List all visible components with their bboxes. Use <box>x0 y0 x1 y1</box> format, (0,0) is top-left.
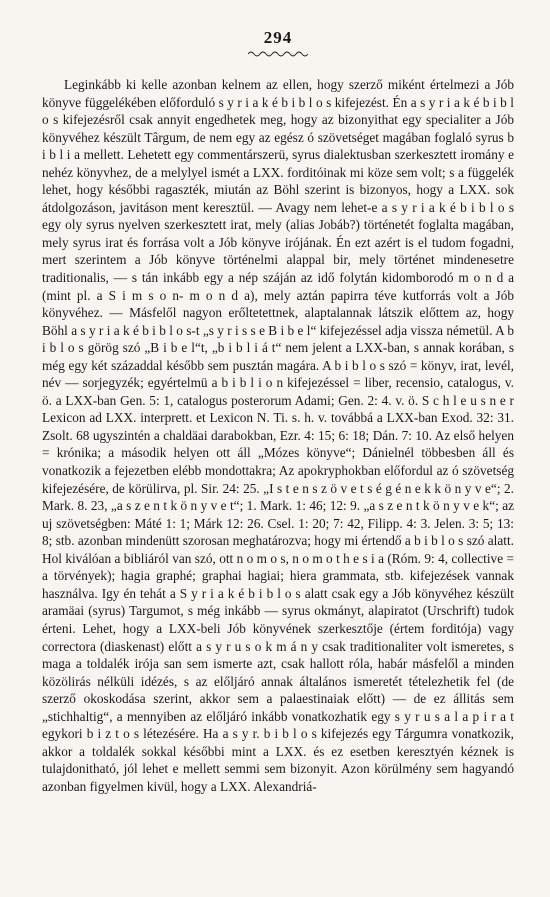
page-number: 294 <box>263 28 293 47</box>
wavy-rule-ornament <box>248 50 308 58</box>
body-text <box>42 76 514 795</box>
paragraph: Leginkább ki kelle azonban kelnem az ellen, hogy szerző miként értelmezi a Jób könyve függelékében előforduló s y r i a k é b i b l o s kifejezést. Én a s y r i a k é b i b l o s kifejezésről csak annyit engedhetek meg, hogy az bizonyithat egy specialiter a Jób könyvéhez készült Târgum, de nem egy az egész ó szövetséget magában foglaló syrus b i b l i a mellett. Lehetett egy commentárszerü, syrus dialektusban szerkesztett iromány e nehéz könyvhez, de a melylyel ismét a LXX. forditóinak mi köze sem volt; s a függelék lehet, hogy későbbi ragaszték, miután az Böhl szerint is bizonyos, hogy a LXX. sok átdolgozáson, javitáson ment keresztül. — Avagy nem lehet-e a s y r i a k é b i b l o s egy oly syrus nyelven szerkesztett irat, mely (alias Jobáb?) történetét foglalta magában, mely syrus irat és forrása volt a Jób könyve irójának. Én ezt azért is el tudom fogadni, mert szerintem a Jób könyve történelmi alappal bir, mely történet mindenesetre traditionalis, — s tán inkább egy a nép száján az idő folytán kidomborodó m o n d a (mint pl. a S i m s o n- m o n d a), mely aztán papirra téve kutforrás volt a Jób könyvéhez. — Másfelől nagyon erőltetettnek, alaptalannak látszik előttem az, hogy Böhl a s y r i a k é b i b l o s-t „s y r i s s e B i b e l“ kifejezéssel adja vissza németül. A b i b l o s görög szó „B i b e l“t, „b i b l i á t“ nem jelent a LXX-ban, s annak korában, s még egy két századdal később sem pusztán magára. A b i b l o s szó = könyv, irat, levél, név — sorjegyzék; egyértelmü a b i b l i o n kifejezéssel = liber, recensio, catalogus, v. ö. a LXX-ban Gen. 5: 1, catalogus posterorum Adami; Gen. 2: 4. v. ö. S c h l e u s n e r Lexicon ad LXX. interprett. et Lexicon N. Ti. s. h. v. továbbá a LXX-ban Exod. 32: 31. Zsolt. 68 ugyszintén a chaldäai darabokban, Ezr. 4: 15; 6: 18; Dán. 7: 10. Az első helyen = krónika; a második helyen ott áll „Mózes könyve“; Dánielnél többesben áll és vonatkozik a fejezetben elébb mondottakra; Az apokryphokban előfordul az ó szövetség kifejezésére, de körülirva, pl. Sir. 24: 25. „I s t e n s z ö v e t s é g é n e k k ö n y v e“; 2. Mark. 8. 23, „a s z e n t k ö n y v e t“; 1. Mark. 1: 46; 12: 9. „a s z e n t k ö n y v e k“; az uj szövetségben: Máté 1: 1; Márk 12: 26. Csel. 1: 20; 7: 42, Filipp. 4: 3. Jelen. 3: 5; 13: 8; stb. azonban mindenütt szorosan meghatározva; hogy mi értendő a b i b l o s szó alatt. Hol kiválóan a bibliáról van szó, ott n o m o s, n o m o t h e s i a (Róm. 9: 4, collective = a törvények); hagia graphé; graphai hagiai; hiera grammata, stb. kifejezések vannak használva. Igy én tehát a S y r i a k é b i b l o s alatt csak egy a Jób könyvéhez készült aramäai (syrus) Targumot, s még inkább — syrus okmányt, alapiratot (Urschrift) tudok érteni. Lehet, hogy a LXX-beli Jób könyvének szerkesztője (értem forditója) vagy correctora (diaskenast) előtt a s y r u s o k m á n y csak traditionaliter volt ismeretes, s maga a toldalék irója san sem ismerte azt, csak hallott róla, habár másfelől a minden közölirás nélküli idézés, s az előljáró annak általános ismeretét tételezhetik fel (de szerző okoskodása szerint, akkor sem a palaestinaiak előtt) — de ez állitás sem „stichhaltig“, a mennyiben az előljáró inkább vonatkozhatik egy s y r u s a l a p i r a t egykori b i z t o s létezésére. Ha a s y r. b i b l o s kifejezés egy Tárgumra vonatkozik, akkor a toldalék sokkal későbbi mint a LXX. és ez esetben keresztyén kéznek is tulajdonitható, jól lehet e mellett semmi sem bizonyit. Azon körülmény sem hagyandó azonban figyelmen kivül, hogy a LXX. Alexandriá- <box>42 77 514 794</box>
